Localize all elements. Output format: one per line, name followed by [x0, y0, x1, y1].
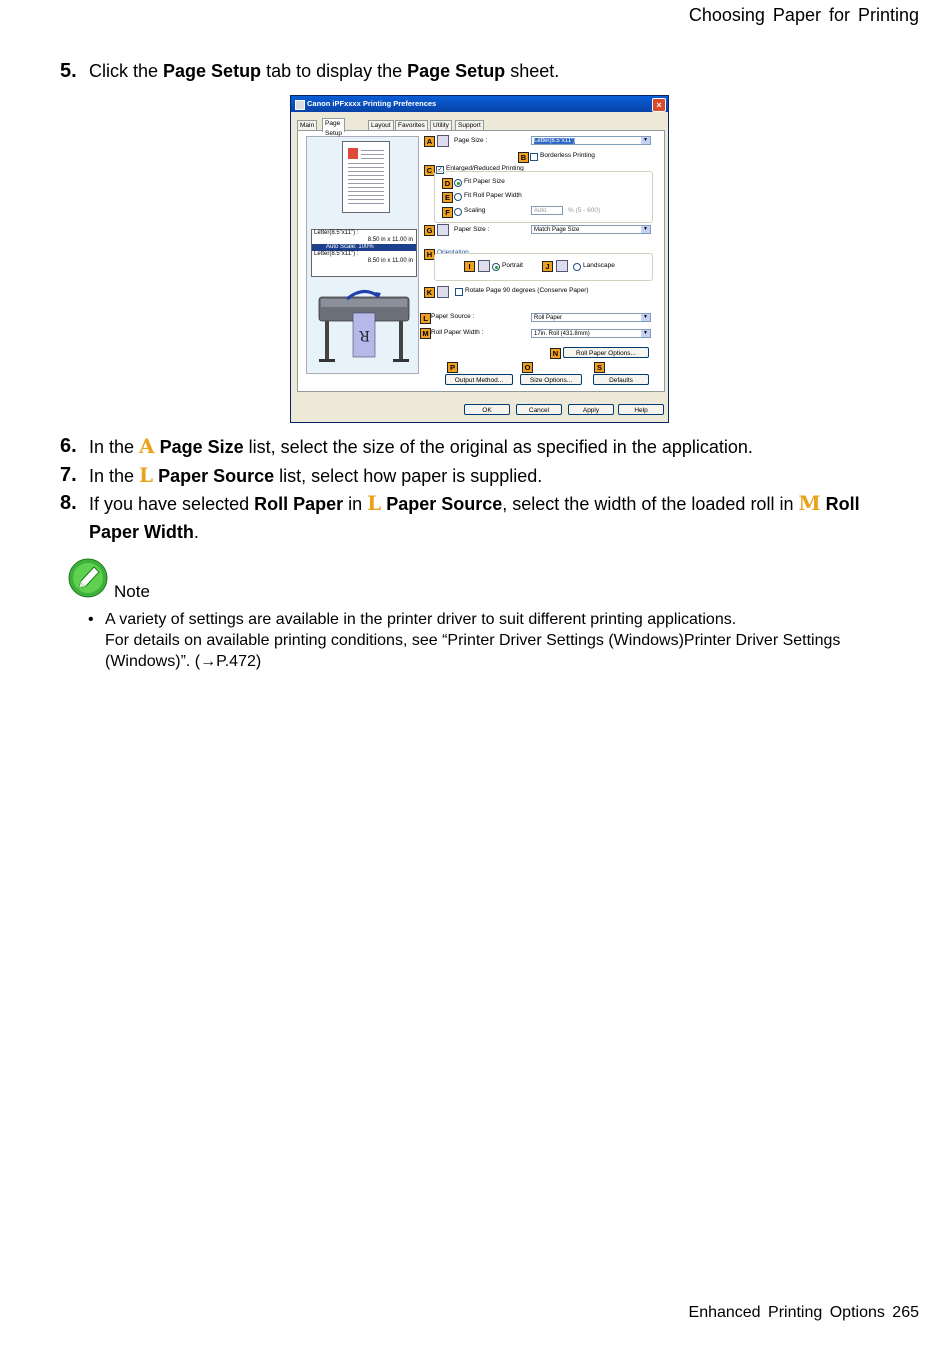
- text: .: [193, 522, 199, 542]
- scaling-range: % (5 - 600): [568, 207, 601, 214]
- bullet: •: [88, 611, 94, 628]
- ok-button[interactable]: OK: [464, 404, 510, 415]
- chevron-down-icon: ▼: [641, 137, 650, 144]
- size-info-box: [311, 229, 417, 277]
- note-line-1: A variety of settings are available in the printer driver to suit different printing applications.: [105, 611, 737, 628]
- page-setup-sheet: [297, 130, 665, 392]
- chevron-down-icon: ▼: [641, 330, 650, 337]
- size-options-button[interactable]: Size Options...: [520, 374, 582, 385]
- tab-main[interactable]: Main: [297, 120, 317, 131]
- portrait-radio[interactable]: [492, 263, 500, 271]
- text: in: [343, 494, 368, 514]
- marker-i: I: [464, 261, 475, 272]
- preview-image: [348, 148, 358, 159]
- page-size-icon: [437, 135, 449, 147]
- printer-illustration: [317, 285, 412, 367]
- page-preview: [342, 141, 390, 213]
- step-7: [60, 461, 900, 490]
- tab-support[interactable]: Support: [455, 120, 484, 131]
- paper-size-label: Paper Size :: [454, 226, 490, 233]
- marker-e: E: [442, 192, 453, 203]
- cancel-button[interactable]: Cancel: [516, 404, 562, 415]
- step-5: [60, 57, 900, 85]
- tab-favorites[interactable]: Favorites: [395, 120, 428, 131]
- marker-b: B: [518, 152, 529, 163]
- step-text: [89, 461, 900, 490]
- text: If you have selected: [89, 494, 255, 514]
- fit-roll-radio[interactable]: [454, 193, 462, 201]
- portrait-icon: [478, 260, 490, 272]
- marker-d: D: [442, 178, 453, 189]
- text: In the: [89, 437, 140, 457]
- scaling-radio[interactable]: [454, 208, 462, 216]
- marker-s: S: [594, 362, 605, 373]
- text: , select the width of the loaded roll in: [502, 494, 799, 514]
- step-number: 8.: [60, 492, 77, 514]
- dialog-titlebar: [291, 96, 668, 112]
- marker-key: L: [139, 463, 154, 487]
- borderless-label: Borderless Printing: [540, 152, 595, 159]
- rotate-label: Rotate Page 90 degrees (Conserve Paper): [465, 287, 589, 294]
- roll-width-value: 17in. Roll (431.8mm): [534, 331, 590, 337]
- text: list, select the size of the original as specified in the application.: [243, 437, 753, 457]
- output-method-button[interactable]: Output Method...: [445, 374, 513, 385]
- preview-panel: [306, 136, 419, 374]
- defaults-button[interactable]: Defaults: [593, 374, 649, 385]
- roll-width-dropdown[interactable]: [531, 329, 651, 338]
- marker-a: A: [424, 136, 435, 147]
- page-size-dropdown[interactable]: [531, 136, 651, 145]
- info-text: Letter(8.5"x11") :: [314, 230, 359, 236]
- paper-size-value: Match Page Size: [534, 227, 580, 233]
- step-number: 5.: [60, 60, 77, 82]
- step-6: [60, 432, 900, 461]
- step-8: [60, 489, 900, 546]
- marker-m: M: [420, 328, 431, 339]
- page-size-value: Letter(8.5"x11"): [534, 138, 576, 144]
- note-line-2: For details on available printing conditions, see “Printer Driver Settings (Windows)Printer Driver Settings (Windows)”. (→P.472): [105, 632, 841, 670]
- marker-key: L: [367, 491, 382, 515]
- text: list, select how paper is supplied.: [274, 466, 543, 486]
- bold-term: Page Setup: [407, 61, 506, 81]
- roll-width-label: Roll Paper Width :: [431, 329, 484, 336]
- figure-letter: R: [359, 327, 370, 343]
- note-body: [88, 609, 888, 672]
- close-icon[interactable]: ×: [652, 98, 666, 112]
- marker-n: N: [550, 348, 561, 359]
- portrait-label: Portrait: [502, 262, 523, 269]
- chevron-down-icon: ▼: [641, 226, 650, 233]
- marker-key: A: [139, 434, 155, 458]
- info-text: Letter(8.5"x11") :: [314, 251, 359, 257]
- scaling-value: Auto: [534, 208, 547, 214]
- marker-key: M: [798, 491, 821, 515]
- rotate-checkbox[interactable]: [455, 288, 463, 296]
- paper-size-icon: [437, 224, 449, 236]
- printer-icon: [295, 100, 305, 110]
- bold-term: Roll Paper: [254, 494, 344, 514]
- borderless-checkbox[interactable]: [530, 153, 538, 161]
- info-text: 8.50 in x 11.00 in: [367, 237, 413, 243]
- bold-term: Page Setup: [163, 61, 262, 81]
- chevron-down-icon: ▼: [641, 314, 650, 321]
- marker-l: L: [420, 313, 431, 324]
- text: Click the: [89, 61, 164, 81]
- bold-term: Paper Source: [381, 494, 503, 514]
- step-number: 7.: [60, 464, 77, 486]
- info-text: 8.50 in x 11.00 in: [367, 258, 413, 264]
- marker-k: K: [424, 287, 435, 298]
- rotate-icon: [437, 286, 449, 298]
- scaling-spinner[interactable]: [531, 206, 563, 215]
- bold-term: Roll Paper Width: [89, 494, 860, 542]
- landscape-icon: [556, 260, 568, 272]
- paper-source-value: Roll Paper: [534, 315, 563, 321]
- note-pencil-icon: [68, 558, 108, 598]
- paper-size-dropdown[interactable]: [531, 225, 651, 234]
- bold-term: Page Size: [154, 437, 244, 457]
- tab-utility[interactable]: Utility: [430, 120, 452, 131]
- page-footer: Enhanced Printing Options 265: [688, 1304, 919, 1321]
- text: tab to display the: [261, 61, 408, 81]
- paper-source-dropdown[interactable]: [531, 313, 651, 322]
- marker-h: H: [424, 249, 435, 260]
- marker-p: P: [447, 362, 458, 373]
- page-size-label: Page Size :: [454, 137, 488, 144]
- page-header: Choosing Paper for Printing: [688, 5, 919, 25]
- orientation-label: Orientation: [437, 249, 469, 256]
- note-label: Note: [114, 582, 150, 601]
- step-number: 6.: [60, 435, 77, 457]
- landscape-label: Landscape: [583, 262, 615, 269]
- enlarged-label: Enlarged/Reduced Printing: [446, 165, 524, 172]
- info-scale: Auto Scale: 100%: [312, 244, 416, 251]
- scaling-label: Scaling: [464, 207, 486, 214]
- step-text: [89, 432, 900, 461]
- tab-page-setup[interactable]: Page Setup: [322, 118, 345, 132]
- text: sheet.: [505, 61, 560, 81]
- printing-preferences-dialog: [290, 95, 669, 423]
- fit-roll-label: Fit Roll Paper Width: [464, 192, 522, 199]
- step-text: [89, 489, 900, 546]
- bold-term: Paper Source: [153, 466, 275, 486]
- roll-options-button[interactable]: Roll Paper Options...: [563, 347, 649, 358]
- tab-layout[interactable]: Layout: [368, 120, 394, 131]
- marker-g: G: [424, 225, 435, 236]
- enlarged-checkbox[interactable]: ✓: [437, 167, 443, 173]
- marker-j: J: [542, 261, 553, 272]
- landscape-radio[interactable]: [573, 263, 581, 271]
- dialog-title: Canon iPFxxxx Printing Preferences: [307, 99, 437, 108]
- help-button[interactable]: Help: [618, 404, 664, 415]
- marker-o: O: [522, 362, 533, 373]
- apply-button[interactable]: Apply: [568, 404, 614, 415]
- step-text: [89, 57, 900, 85]
- fit-paper-radio[interactable]: [454, 179, 462, 187]
- text: In the: [89, 466, 140, 486]
- fit-paper-label: Fit Paper Size: [464, 178, 505, 185]
- marker-c: C: [424, 165, 435, 176]
- marker-f: F: [442, 207, 453, 218]
- paper-source-label: Paper Source :: [431, 313, 475, 320]
